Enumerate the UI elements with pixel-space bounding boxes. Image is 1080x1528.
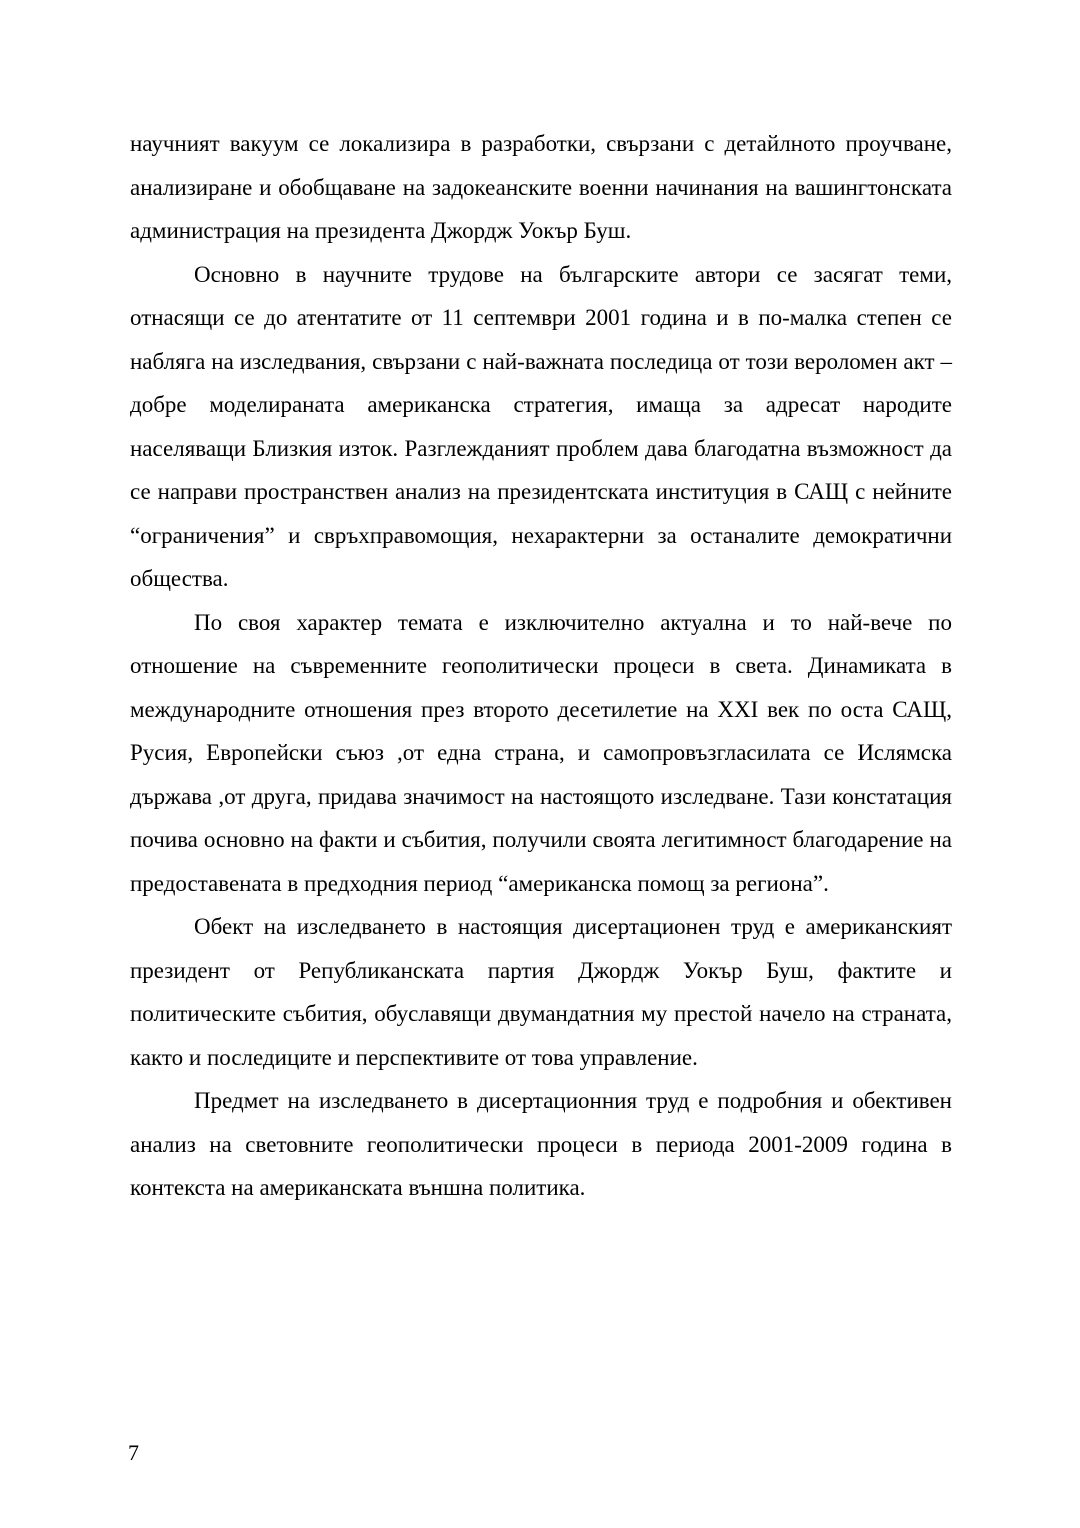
- paragraph-bulgarian-authors: Основно в научните трудове на българските автори се засягат теми, отнасящи се до атентатите от 11 септември 2001 година и в по-малка степен се набляга на изследвания, свързани с най-важната последица от този вероломен акт – добре моделираната американска стратегия, имаща за адресат народите населяващи Близкия изток. Разглежданият проблем дава благодатна възможност да се направи пространствен анализ на президентската институция в САЩ с нейните “ограничения” и свръхправомощия, нехарактерни за останалите демократични общества.: [130, 261, 952, 591]
- paragraph-research-subject: Предмет на изследването в дисертационния труд е подробния и обективен анализ на световните геополитически процеси в периода 2001-2009 година в контекста на американската външна политика.: [130, 1088, 952, 1200]
- paragraph-topic-relevance: По своя характер темата е изключително актуална и то най-вече по отношение на съвременните геополитически процеси в света. Динамиката в международните отношения през второто десетилетие на XXI век по оста САЩ, Русия, Европейски съюз ,от една страна, и самопровъзгласилата се Ислямска държава ,от друга, придава значимост на настоящото изследване. Тази констатация почива основно на факти и събития, получили своята легитимност благодарение на предоставената в предходния период “американска помощ за региона”.: [130, 609, 952, 896]
- paragraph-research-object: Обект на изследването в настоящия дисертационен труд е американският президент от Републиканската партия Джордж Уокър Буш, фактите и политическите събития, обуславящи двумандатния му престой начело на страната, както и последиците и перспективите от това управление.: [130, 914, 952, 1070]
- paragraph-continuation: научният вакуум се локализира в разработки, свързани с детайлното проучване, анализиране и обобщаване на задокеанските военни начинания на вашингтонската администрация на президента Джордж Уокър Буш.: [130, 131, 952, 243]
- page-number: 7: [128, 1440, 139, 1465]
- body-text: [130, 122, 952, 1210]
